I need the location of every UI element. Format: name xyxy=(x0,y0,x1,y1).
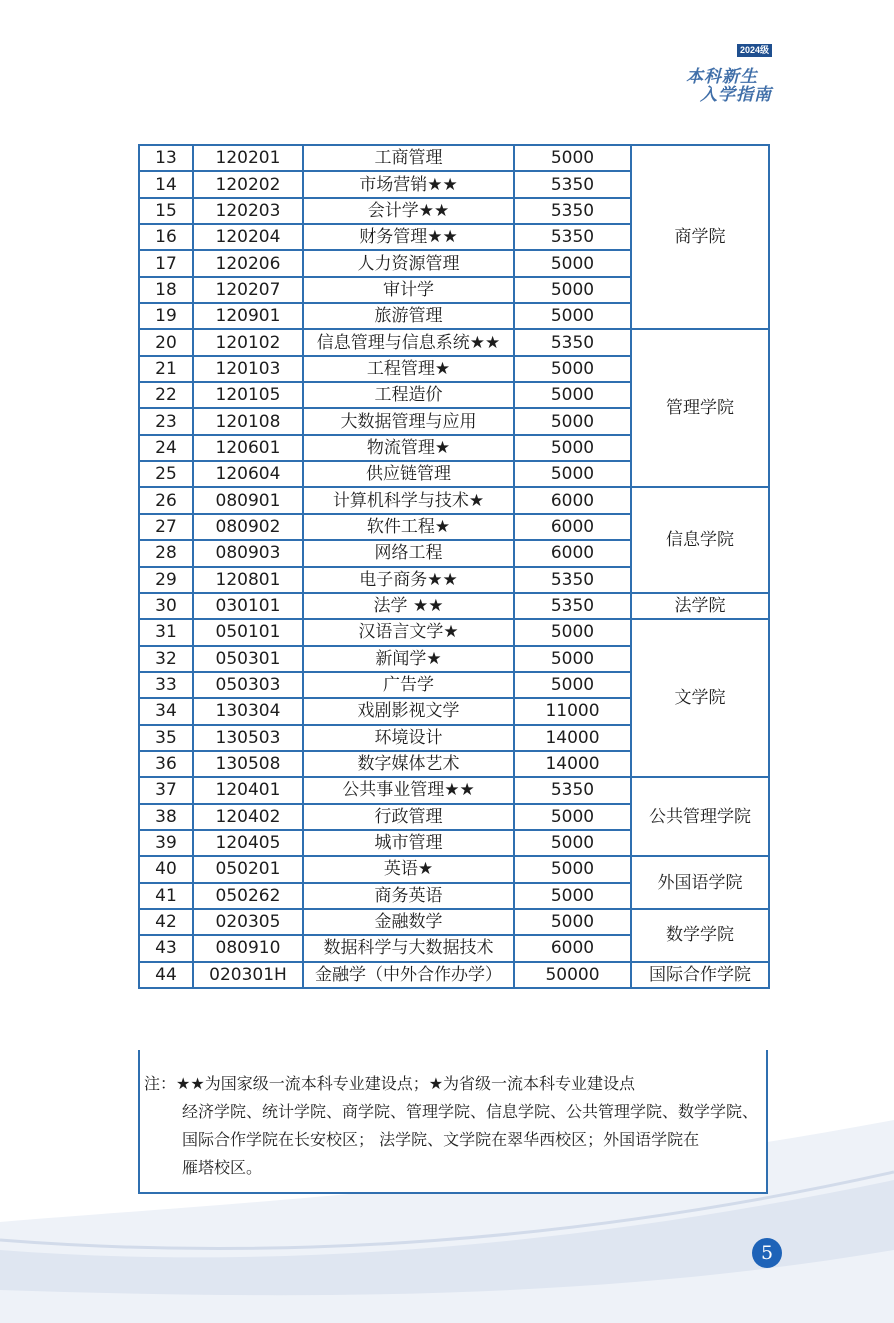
brand-line1: 本科新生 xyxy=(686,67,758,87)
cell-major-code: 120402 xyxy=(193,804,303,830)
majors-table-body xyxy=(139,145,769,988)
cell-number: 26 xyxy=(139,487,193,513)
cell-number: 18 xyxy=(139,277,193,303)
cell-number: 29 xyxy=(139,567,193,593)
cell-tuition: 11000 xyxy=(514,698,631,724)
cell-major-code: 130503 xyxy=(193,725,303,751)
cell-number: 31 xyxy=(139,619,193,645)
cell-major-code: 130508 xyxy=(193,751,303,777)
cell-number: 14 xyxy=(139,171,193,197)
cell-tuition: 5000 xyxy=(514,277,631,303)
cell-major-code: 120604 xyxy=(193,461,303,487)
cell-tuition: 5000 xyxy=(514,804,631,830)
footnote-line: 雁塔校区。 xyxy=(182,1158,263,1177)
cell-major-name: 会计学★★ xyxy=(303,198,514,224)
cell-major-code: 080901 xyxy=(193,487,303,513)
cell-major-name: 新闻学★ xyxy=(303,646,514,672)
table-row xyxy=(139,856,769,882)
cell-major-code: 120401 xyxy=(193,777,303,803)
cell-tuition: 5000 xyxy=(514,145,631,171)
cell-major-name: 法学 ★★ xyxy=(303,593,514,619)
cell-college: 法学院 xyxy=(631,593,769,619)
cell-major-code: 080903 xyxy=(193,540,303,566)
cell-number: 37 xyxy=(139,777,193,803)
cell-major-name: 软件工程★ xyxy=(303,514,514,540)
cell-major-name: 电子商务★★ xyxy=(303,567,514,593)
cell-tuition: 5350 xyxy=(514,171,631,197)
cell-tuition: 5000 xyxy=(514,830,631,856)
footnote-line: 经济学院、统计学院、商学院、管理学院、信息学院、公共管理学院、数学学院、 xyxy=(182,1102,759,1121)
cell-college: 外国语学院 xyxy=(631,856,769,909)
cell-tuition: 5000 xyxy=(514,856,631,882)
cell-major-code: 120202 xyxy=(193,171,303,197)
cell-major-name: 工程管理★ xyxy=(303,356,514,382)
cell-major-code: 120103 xyxy=(193,356,303,382)
table-row xyxy=(139,619,769,645)
table-row xyxy=(139,962,769,988)
cell-tuition: 5350 xyxy=(514,593,631,619)
cell-major-code: 050101 xyxy=(193,619,303,645)
brand-logo xyxy=(672,44,772,104)
cell-major-name: 环境设计 xyxy=(303,725,514,751)
cell-tuition: 5000 xyxy=(514,909,631,935)
cell-major-name: 人力资源管理 xyxy=(303,250,514,276)
cell-tuition: 5350 xyxy=(514,567,631,593)
year-badge: 2024级 xyxy=(737,44,772,57)
cell-major-code: 020305 xyxy=(193,909,303,935)
cell-college: 公共管理学院 xyxy=(631,777,769,856)
cell-tuition: 5000 xyxy=(514,672,631,698)
cell-major-code: 120901 xyxy=(193,303,303,329)
cell-number: 33 xyxy=(139,672,193,698)
cell-major-name: 供应链管理 xyxy=(303,461,514,487)
footnote-campus xyxy=(182,1098,772,1182)
cell-major-code: 120102 xyxy=(193,329,303,355)
cell-major-code: 020301H xyxy=(193,962,303,988)
cell-number: 23 xyxy=(139,408,193,434)
cell-major-name: 工程造价 xyxy=(303,382,514,408)
cell-number: 39 xyxy=(139,830,193,856)
cell-number: 24 xyxy=(139,435,193,461)
cell-college: 文学院 xyxy=(631,619,769,777)
cell-number: 21 xyxy=(139,356,193,382)
majors-table-wrapper xyxy=(138,144,770,989)
table-row xyxy=(139,145,769,171)
cell-tuition: 14000 xyxy=(514,725,631,751)
cell-tuition: 5000 xyxy=(514,250,631,276)
cell-major-name: 金融学（中外合作办学） xyxy=(303,962,514,988)
cell-tuition: 5000 xyxy=(514,382,631,408)
cell-number: 16 xyxy=(139,224,193,250)
cell-major-code: 050262 xyxy=(193,883,303,909)
cell-major-code: 120405 xyxy=(193,830,303,856)
cell-major-code: 030101 xyxy=(193,593,303,619)
table-row xyxy=(139,329,769,355)
footnote-legend: 注：★★为国家级一流本科专业建设点；★为省级一流本科专业建设点 xyxy=(144,1074,636,1093)
cell-major-code: 080902 xyxy=(193,514,303,540)
footnote-box xyxy=(138,1050,768,1194)
cell-tuition: 5000 xyxy=(514,646,631,672)
cell-tuition: 5000 xyxy=(514,303,631,329)
cell-major-code: 050303 xyxy=(193,672,303,698)
cell-major-name: 计算机科学与技术★ xyxy=(303,487,514,513)
cell-number: 38 xyxy=(139,804,193,830)
cell-number: 35 xyxy=(139,725,193,751)
cell-college: 管理学院 xyxy=(631,329,769,487)
cell-major-code: 120201 xyxy=(193,145,303,171)
cell-major-code: 120105 xyxy=(193,382,303,408)
table-row xyxy=(139,487,769,513)
cell-tuition: 6000 xyxy=(514,540,631,566)
cell-college: 商学院 xyxy=(631,145,769,329)
cell-major-name: 公共事业管理★★ xyxy=(303,777,514,803)
cell-number: 28 xyxy=(139,540,193,566)
cell-major-name: 信息管理与信息系统★★ xyxy=(303,329,514,355)
cell-major-code: 120203 xyxy=(193,198,303,224)
cell-major-code: 130304 xyxy=(193,698,303,724)
cell-major-code: 120108 xyxy=(193,408,303,434)
cell-number: 19 xyxy=(139,303,193,329)
cell-major-name: 汉语言文学★ xyxy=(303,619,514,645)
cell-tuition: 5000 xyxy=(514,408,631,434)
cell-number: 32 xyxy=(139,646,193,672)
cell-tuition: 5350 xyxy=(514,329,631,355)
cell-major-name: 英语★ xyxy=(303,856,514,882)
majors-table xyxy=(138,144,770,989)
cell-tuition: 5000 xyxy=(514,356,631,382)
cell-tuition: 5000 xyxy=(514,883,631,909)
cell-major-code: 120801 xyxy=(193,567,303,593)
cell-number: 36 xyxy=(139,751,193,777)
cell-major-name: 戏剧影视文学 xyxy=(303,698,514,724)
table-row xyxy=(139,593,769,619)
cell-number: 43 xyxy=(139,935,193,961)
cell-tuition: 5350 xyxy=(514,198,631,224)
cell-number: 30 xyxy=(139,593,193,619)
cell-major-name: 行政管理 xyxy=(303,804,514,830)
cell-major-name: 金融数学 xyxy=(303,909,514,935)
cell-number: 20 xyxy=(139,329,193,355)
cell-major-code: 120204 xyxy=(193,224,303,250)
cell-number: 34 xyxy=(139,698,193,724)
cell-major-name: 物流管理★ xyxy=(303,435,514,461)
cell-major-name: 广告学 xyxy=(303,672,514,698)
cell-number: 27 xyxy=(139,514,193,540)
cell-number: 40 xyxy=(139,856,193,882)
cell-major-name: 数字媒体艺术 xyxy=(303,751,514,777)
cell-major-name: 大数据管理与应用 xyxy=(303,408,514,434)
cell-major-name: 数据科学与大数据技术 xyxy=(303,935,514,961)
page-number: 5 xyxy=(752,1238,782,1268)
cell-number: 17 xyxy=(139,250,193,276)
cell-tuition: 5000 xyxy=(514,435,631,461)
cell-tuition: 6000 xyxy=(514,514,631,540)
cell-tuition: 50000 xyxy=(514,962,631,988)
cell-major-name: 商务英语 xyxy=(303,883,514,909)
cell-number: 15 xyxy=(139,198,193,224)
cell-number: 42 xyxy=(139,909,193,935)
cell-tuition: 6000 xyxy=(514,935,631,961)
cell-college: 国际合作学院 xyxy=(631,962,769,988)
cell-college: 信息学院 xyxy=(631,487,769,592)
cell-major-code: 120601 xyxy=(193,435,303,461)
cell-number: 44 xyxy=(139,962,193,988)
cell-major-name: 网络工程 xyxy=(303,540,514,566)
cell-tuition: 5350 xyxy=(514,777,631,803)
cell-major-code: 120206 xyxy=(193,250,303,276)
table-row xyxy=(139,909,769,935)
cell-tuition: 5350 xyxy=(514,224,631,250)
cell-number: 25 xyxy=(139,461,193,487)
cell-major-name: 市场营销★★ xyxy=(303,171,514,197)
footnote-line: 国际合作学院在长安校区； 法学院、文学院在翠华西校区；外国语学院在 xyxy=(182,1130,700,1149)
cell-tuition: 5000 xyxy=(514,619,631,645)
cell-major-code: 050301 xyxy=(193,646,303,672)
cell-major-name: 城市管理 xyxy=(303,830,514,856)
cell-number: 41 xyxy=(139,883,193,909)
cell-tuition: 6000 xyxy=(514,487,631,513)
cell-college: 数学学院 xyxy=(631,909,769,962)
cell-tuition: 14000 xyxy=(514,751,631,777)
table-row xyxy=(139,777,769,803)
cell-major-code: 120207 xyxy=(193,277,303,303)
cell-number: 22 xyxy=(139,382,193,408)
cell-major-code: 050201 xyxy=(193,856,303,882)
cell-major-name: 审计学 xyxy=(303,277,514,303)
cell-major-name: 财务管理★★ xyxy=(303,224,514,250)
cell-major-name: 旅游管理 xyxy=(303,303,514,329)
cell-number: 13 xyxy=(139,145,193,171)
cell-tuition: 5000 xyxy=(514,461,631,487)
brand-line2: 入学指南 xyxy=(700,85,772,105)
cell-major-code: 080910 xyxy=(193,935,303,961)
cell-major-name: 工商管理 xyxy=(303,145,514,171)
